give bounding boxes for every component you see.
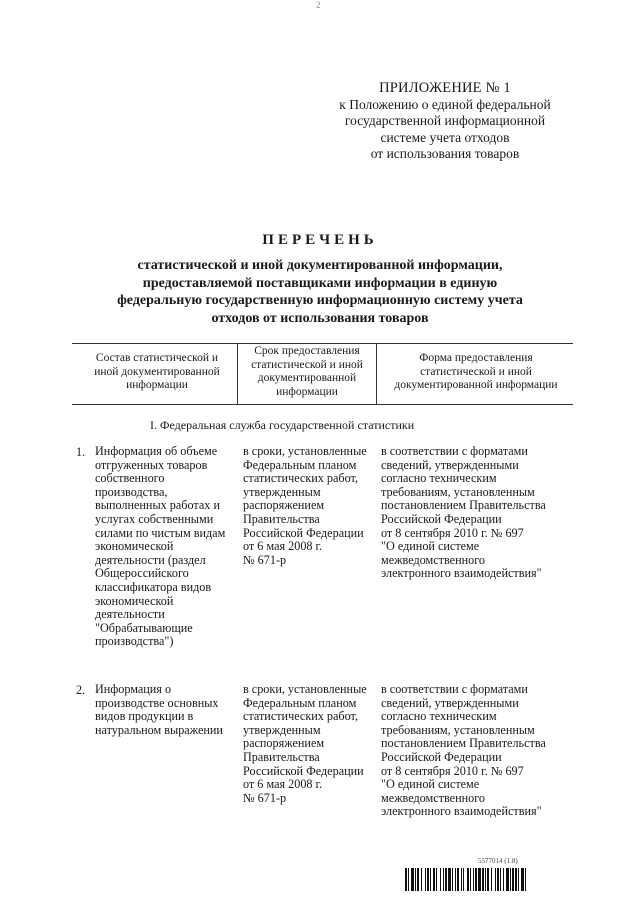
cell-line: требованиям, установленным: [381, 484, 535, 499]
header-line: документированной информации: [394, 379, 558, 391]
header-line: Форма предоставления: [419, 352, 533, 364]
cell-line: Информация об объеме: [95, 444, 218, 458]
appendix-line: от использования товаров: [370, 146, 520, 161]
cell-line: "О единой системе: [381, 777, 480, 792]
cell-line: собственного: [95, 471, 165, 486]
cell-line: производства,: [95, 484, 168, 499]
appendix-header: [300, 80, 590, 163]
cell-line: статистических работ,: [243, 709, 359, 724]
cell-line: распоряжением: [243, 736, 325, 751]
cell-line: деятельности (раздел: [95, 552, 206, 567]
cell-line: согласно техническим: [381, 709, 497, 724]
cell-line: Федеральным планом: [243, 695, 357, 710]
header-line: документированной: [257, 372, 357, 384]
table-col-divider: [376, 343, 377, 405]
header-line: информации: [276, 385, 338, 398]
cell-line: выполненных работах и: [95, 498, 220, 513]
cell-line: электронного взаимодействия": [381, 804, 542, 819]
cell-line: постановлением Правительства: [381, 736, 546, 751]
cell-line: деятельности: [95, 607, 165, 622]
cell-line: классификатора видов: [95, 579, 212, 594]
cell-line: утвержденным: [243, 722, 321, 737]
cell-line: Российской Федерации: [381, 749, 502, 764]
cell-line: распоряжением: [243, 498, 325, 513]
cell-line: производства"): [95, 634, 174, 649]
table-header-rule: [72, 404, 573, 405]
header-line: статистической и иной: [251, 358, 363, 371]
cell-line: межведомственного: [381, 790, 486, 805]
cell-line: экономической: [95, 593, 174, 608]
row-deadline: [243, 445, 377, 567]
header-line: Срок предоставления: [254, 345, 360, 357]
document-subtitle: [90, 257, 550, 327]
cell-line: Информация о: [95, 682, 172, 696]
cell-line: постановлением Правительства: [381, 498, 546, 513]
page-number: 2: [316, 0, 321, 10]
cell-line: сведений, утвержденными: [381, 457, 519, 472]
cell-line: № 671-р: [243, 552, 287, 567]
cell-line: "О единой системе: [381, 539, 480, 554]
cell-line: силами по чистым видам: [95, 525, 226, 540]
row-form: [381, 445, 577, 581]
header-line: информации: [126, 379, 188, 391]
table-col-divider: [237, 343, 238, 405]
cell-line: от 6 мая 2008 г.: [243, 539, 323, 554]
appendix-line: к Положению о единой федеральной: [339, 96, 551, 112]
appendix-title: ПРИЛОЖЕНИЕ № 1: [379, 80, 511, 96]
cell-line: Правительства: [243, 749, 320, 764]
cell-line: в сроки, установленные: [243, 444, 367, 458]
cell-line: утвержденным: [243, 484, 321, 499]
cell-line: экономической: [95, 539, 174, 554]
subtitle-line: статистической и иной документированной информации,: [137, 258, 503, 273]
appendix-line: системе учета отходов: [380, 129, 510, 145]
row-composition: [95, 445, 240, 649]
cell-line: Правительства: [243, 511, 320, 526]
row-number: 2.: [76, 683, 86, 697]
barcode-caption: 5577014 (1.8): [478, 857, 518, 865]
cell-line: межведомственного: [381, 552, 486, 567]
table-top-rule: [72, 343, 573, 344]
cell-line: Российской Федерации: [243, 763, 364, 778]
row-composition: [95, 683, 240, 737]
header-composition: [80, 352, 234, 393]
cell-line: Российской Федерации: [243, 525, 364, 540]
barcode-bar: [526, 868, 528, 891]
header-line: статистической и иной: [420, 365, 532, 378]
row-form: [381, 683, 577, 819]
appendix-line: государственной информационной: [344, 113, 546, 128]
cell-line: статистических работ,: [243, 471, 359, 486]
cell-line: Российской Федерации: [381, 511, 502, 526]
cell-line: от 6 мая 2008 г.: [243, 777, 323, 792]
barcode-image: [405, 868, 615, 891]
cell-line: согласно техническим: [381, 471, 497, 486]
cell-line: производстве основных: [95, 695, 219, 710]
subtitle-line: отходов от использования товаров: [211, 310, 429, 326]
cell-line: услугах собственными: [95, 511, 214, 526]
cell-line: в соответствии с форматами: [381, 444, 528, 458]
cell-line: № 671-р: [243, 790, 287, 805]
subtitle-line: федеральную государственную информационную систему учета: [117, 293, 523, 308]
cell-line: видов продукции в: [95, 709, 194, 724]
subtitle-line: предоставляемой поставщиками информации в единую: [142, 275, 498, 291]
cell-line: отгруженных товаров: [95, 457, 208, 472]
row-number: 1.: [76, 445, 86, 459]
cell-line: в сроки, установленные: [243, 682, 367, 696]
header-line: иной документированной: [94, 365, 220, 378]
cell-line: сведений, утвержденными: [381, 695, 519, 710]
cell-line: "Обрабатывающие: [95, 620, 193, 635]
section-title: I. Федеральная служба государственной статистики: [150, 418, 415, 432]
cell-line: Федеральным планом: [243, 457, 357, 472]
row-deadline: [243, 683, 377, 805]
header-deadline: [240, 345, 374, 399]
document-title: ПЕРЕЧЕНЬ: [262, 232, 378, 248]
header-form: [379, 352, 573, 393]
cell-line: электронного взаимодействия": [381, 566, 542, 581]
cell-line: от 8 сентября 2010 г. № 697: [381, 525, 524, 540]
cell-line: Общероссийского: [95, 566, 189, 581]
cell-line: в соответствии с форматами: [381, 682, 528, 696]
cell-line: натуральном выражении: [95, 722, 223, 737]
header-line: Состав статистической и: [95, 352, 219, 364]
cell-line: от 8 сентября 2010 г. № 697: [381, 763, 524, 778]
cell-line: требованиям, установленным: [381, 722, 535, 737]
